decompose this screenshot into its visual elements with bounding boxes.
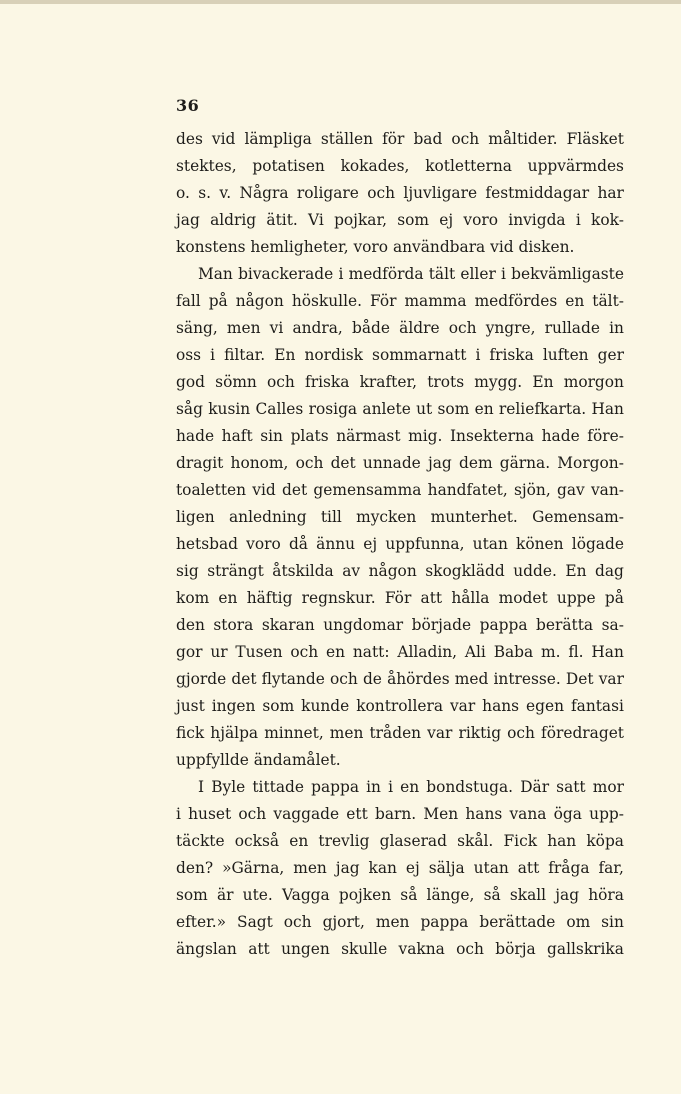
- text-line: säng, men vi andra, både äldre och yngre, rullade in: [176, 319, 624, 337]
- text-line: sig strängt åtskilda av någon skogklädd udde. En dag: [176, 562, 624, 580]
- text-line: toaletten vid det gemensamma handfatet, sjön, gav van-: [176, 481, 624, 499]
- text-line: hetsbad voro då ännu ej uppfunna, utan könen lögade: [176, 535, 624, 553]
- text-line: hade haft sin plats närmast mig. Insekterna hade före-: [176, 427, 624, 445]
- text-line: des vid lämpliga ställen för bad och måltider. Fläsket: [176, 130, 624, 148]
- text-line: oss i filtar. En nordisk sommarnatt i friska luften ger: [176, 346, 624, 364]
- text-line: I Byle tittade pappa in i en bondstuga. Där satt mor: [198, 778, 624, 796]
- text-line: o. s. v. Några roligare och ljuvligare festmiddagar har: [176, 184, 624, 202]
- text-line: konstens hemligheter, voro användbara vid disken.: [176, 238, 575, 256]
- body-text: [176, 126, 624, 963]
- text-line: fick hjälpa minnet, men tråden var riktig och föredraget: [176, 724, 624, 742]
- text-line: dragit honom, och det unnade jag dem gärna. Morgon-: [176, 454, 624, 472]
- text-line: fall på någon höskulle. För mamma medfördes en tält-: [176, 292, 624, 310]
- text-line: gjorde det flytande och de åhördes med intresse. Det var: [176, 670, 624, 688]
- text-line: kom en häftig regnskur. För att hålla modet uppe på: [176, 589, 624, 607]
- text-line: ängslan att ungen skulle vakna och börja gallskrika: [176, 940, 624, 958]
- text-line: god sömn och friska krafter, trots mygg. En morgon: [176, 373, 624, 391]
- text-line: i huset och vaggade ett barn. Men hans vana öga upp-: [176, 805, 624, 823]
- page-number: 36: [176, 96, 200, 115]
- text-line: ligen anledning till mycken munterhet. Gemensam-: [176, 508, 624, 526]
- text-line: som är ute. Vagga pojken så länge, så skall jag höra: [176, 886, 624, 904]
- text-line: den? »Gärna, men jag kan ej sälja utan att fråga far,: [176, 859, 624, 877]
- text-line: just ingen som kunde kontrollera var hans egen fantasi: [176, 697, 624, 715]
- text-line: jag aldrig ätit. Vi pojkar, som ej voro invigda i kok-: [176, 211, 624, 229]
- text-line: gor ur Tusen och en natt: Alladin, Ali Baba m. fl. Han: [176, 643, 624, 661]
- text-line: efter.» Sagt och gjort, men pappa berättade om sin: [176, 913, 624, 931]
- text-line: den stora skaran ungdomar började pappa berätta sa-: [176, 616, 624, 634]
- text-line: stektes, potatisen kokades, kotletterna uppvärmdes: [176, 157, 624, 175]
- text-line: uppfyllde ändamålet.: [176, 751, 341, 769]
- text-line: såg kusin Calles rosiga anlete ut som en reliefkarta. Han: [176, 400, 624, 418]
- text-line: täckte också en trevlig glaserad skål. Fick han köpa: [176, 832, 624, 850]
- page-top-edge: [0, 0, 681, 4]
- text-line: Man bivackerade i medförda tält eller i bekvämligaste: [198, 265, 624, 283]
